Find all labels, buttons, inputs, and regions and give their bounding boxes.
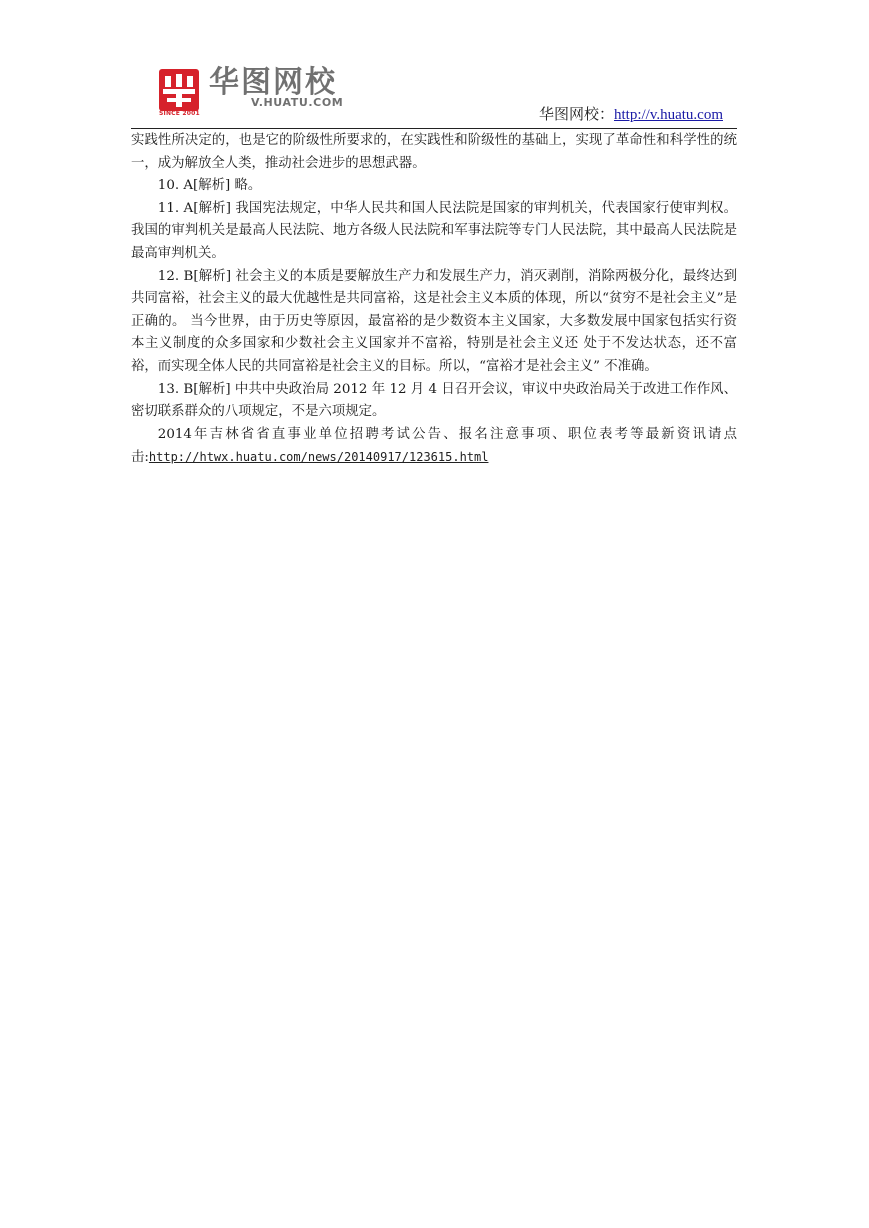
page-header: [131, 66, 737, 129]
paragraph-continuation: 实践性所决定的，也是它的阶级性所要求的，在实践性和阶级性的基础上，实现了革命性和科学性的统一，成为解放全人类，推动社会进步的思想武器。: [131, 133, 737, 171]
huatu-logo-icon: [159, 69, 199, 111]
news-link[interactable]: http://htwx.huatu.com/news/20140917/123615.html: [148, 450, 489, 465]
answer-10: 10. A[解析] 略。: [157, 178, 262, 194]
news-text: 2014年吉林省省直事业单位招聘考试公告、报名注意事项、职位表考等最新资讯请点击:: [131, 426, 737, 466]
logo-since-text: SINCE 2001: [159, 110, 200, 117]
logo-url-text: V.HUATU.COM: [251, 96, 344, 109]
document-body: [131, 130, 737, 470]
site-link[interactable]: http://v.huatu.com: [613, 107, 723, 123]
answer-13: 13. B[解析] 中共中央政治局 2012 年 12 月 4 日召开会议，审议中央政治局关于改进工作作风、密切联系群众的八项规定，不是六项规定。: [131, 381, 737, 420]
site-link-line: [539, 103, 723, 124]
answer-12: 12. B[解析] 社会主义的本质是要解放生产力和发展生产力，消灭剥削，消除两极分化，最终达到共同富裕，社会主义的最大优越性是共同富裕，这是社会主义本质的体现，所以“贫穷不是社会主义”是正确的。 当今世界，由于历史等原因，最富裕的是少数资本主义国家，大多数发展中国家包括实行资本主义制度的众多国家和少数社会主义国家并不富裕，特别是社会主义还 处于不发达状态，还不富裕，而实现全体人民的共同富裕是社会主义的目标。所以，“富裕才是社会主义” 不准确。: [131, 268, 737, 374]
logo-wordmark: 华图网校: [209, 65, 337, 100]
site-label: 华图网校：: [538, 105, 614, 123]
huatu-logo: [159, 66, 379, 116]
answer-11: 11. A[解析] 我国宪法规定，中华人民共和国人民法院是国家的审判机关，代表国家行使审判权。我国的审判机关是最高人民法院、地方各级人民法院和军事法院等专门人民法院，其中最高人民法院是最高审判机关。: [131, 200, 737, 261]
news-paragraph: [131, 424, 737, 470]
